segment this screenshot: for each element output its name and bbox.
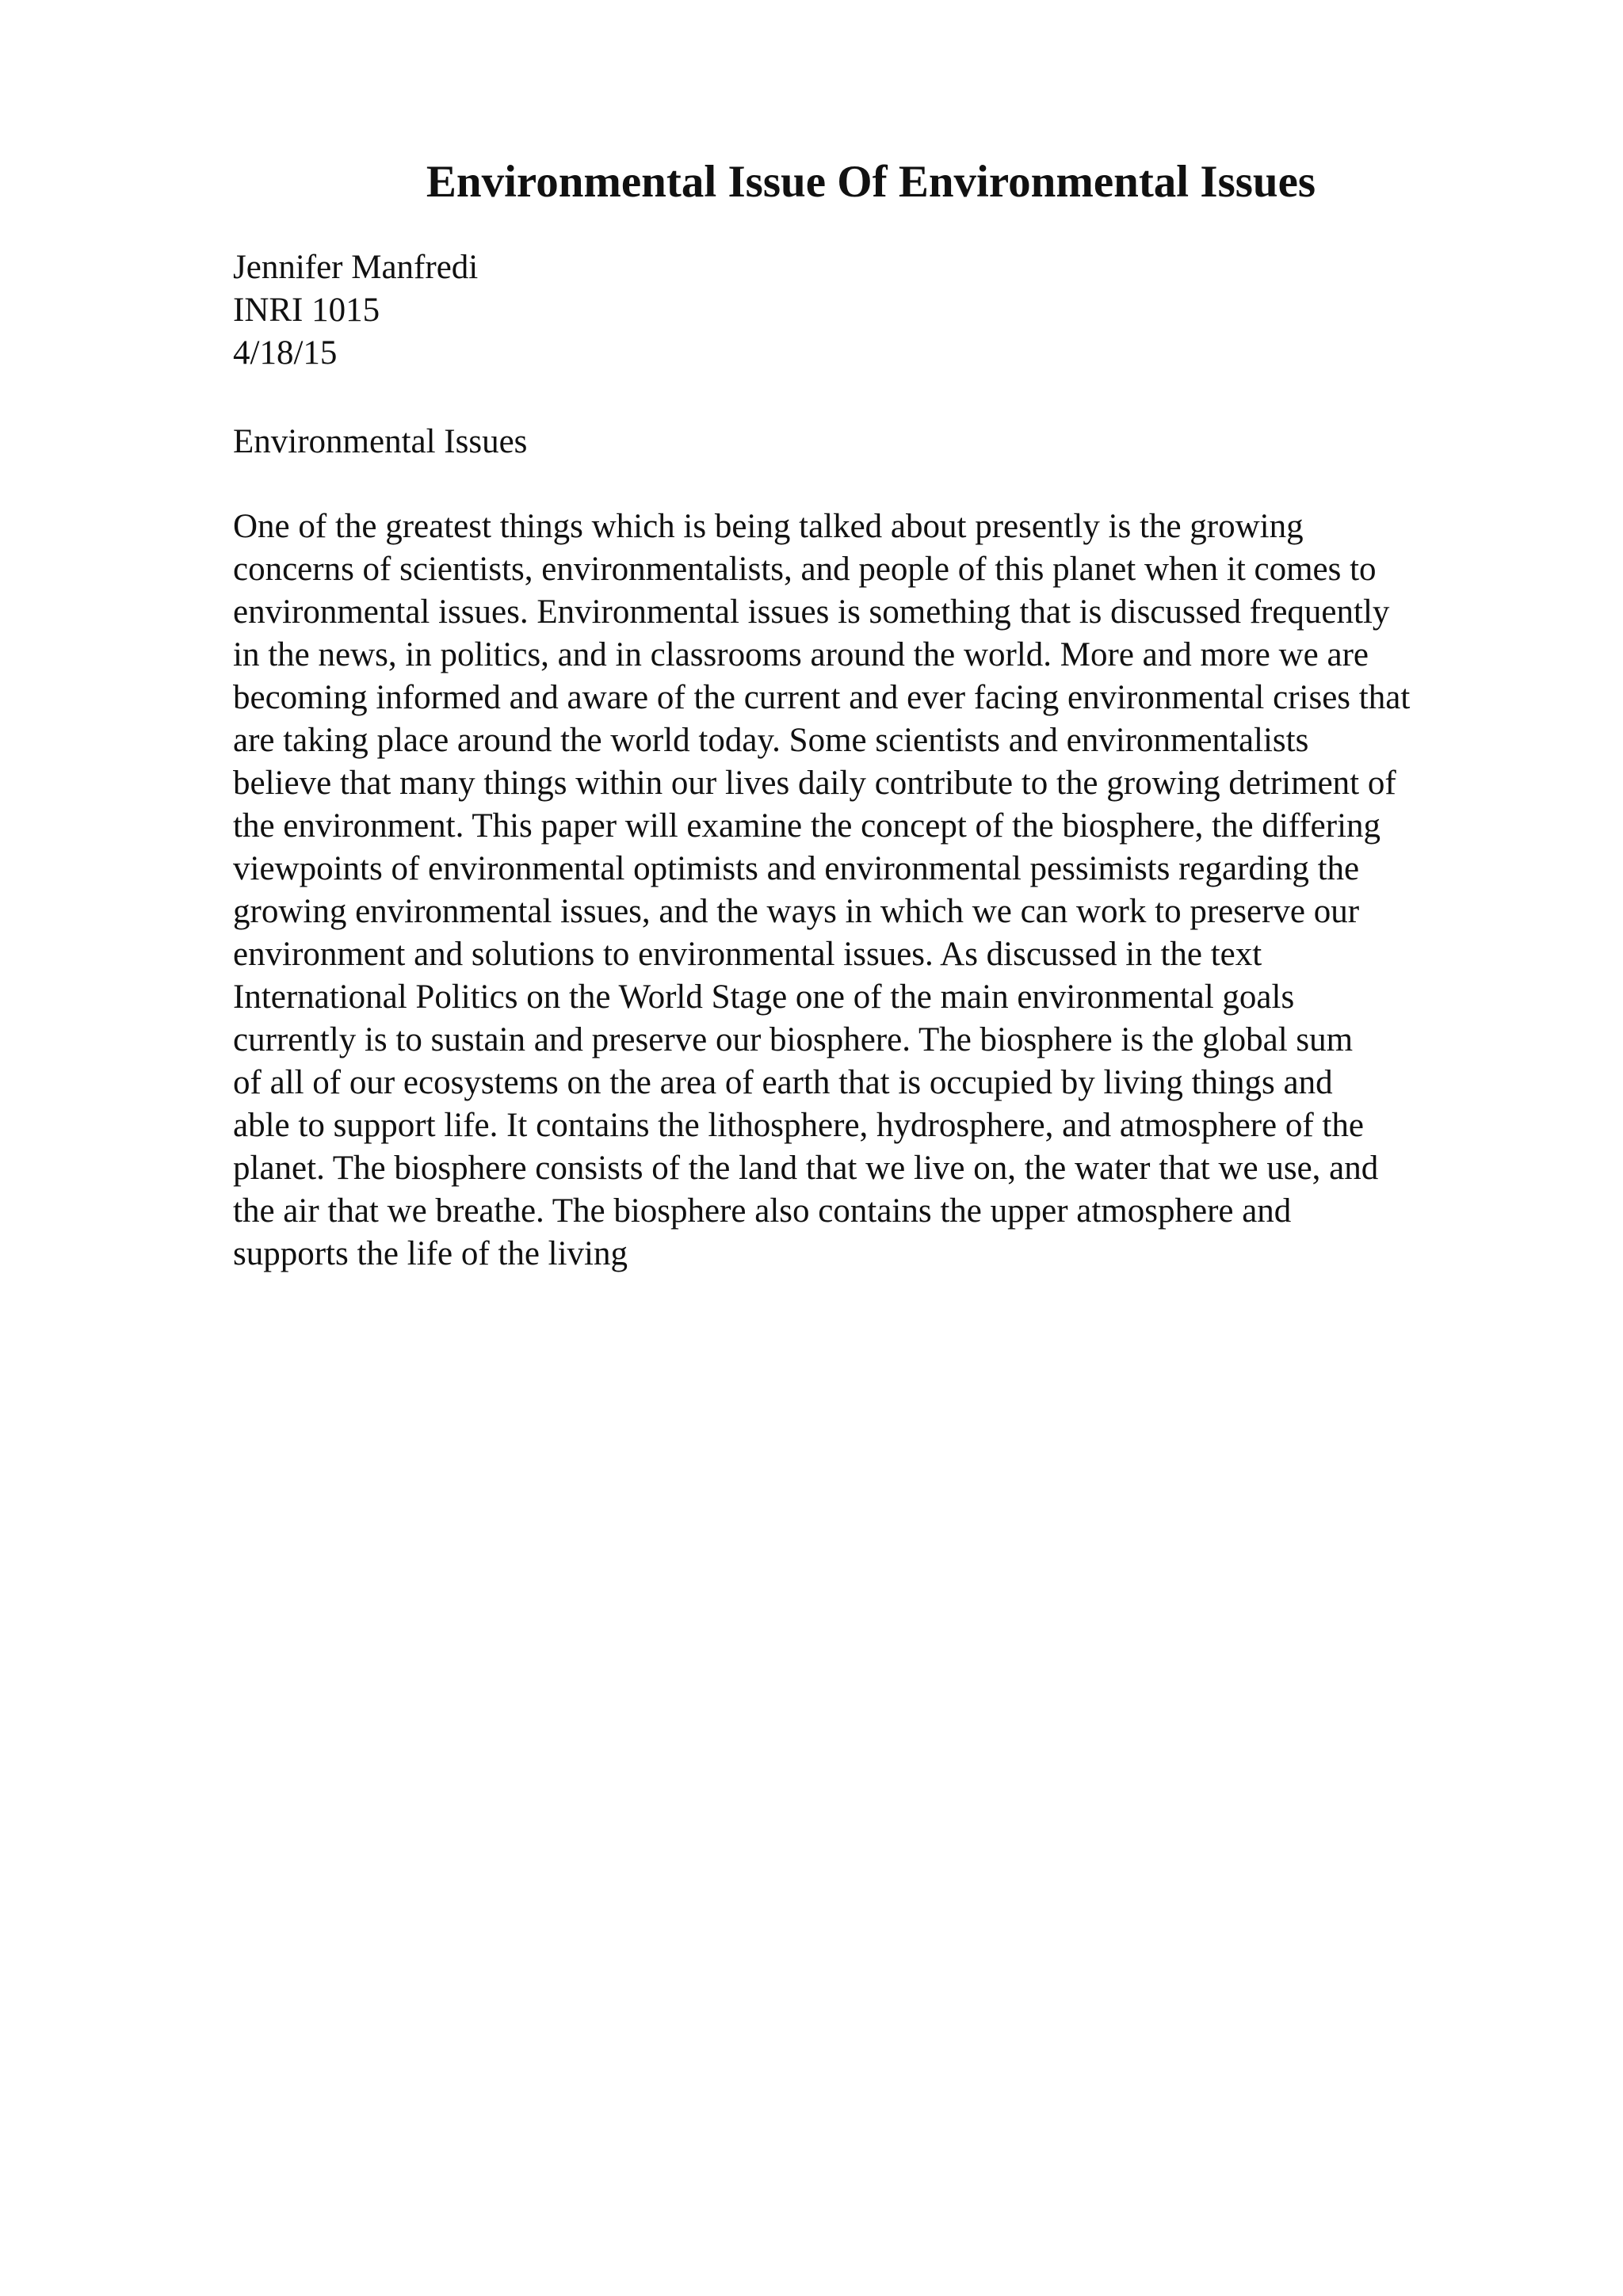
body-line: becoming informed and aware of the current and ever facing environmental crises that xyxy=(233,679,1411,716)
body-line: the air that we breathe. The biosphere also contains the upper atmosphere and xyxy=(233,1192,1292,1230)
body-line: environmental issues. Environmental issues is something that is discussed frequently xyxy=(233,593,1390,631)
body-line: of all of our ecosystems on the area of earth that is occupied by living things and xyxy=(233,1064,1333,1101)
body-line: One of the greatest things which is being talked about presently is the growing xyxy=(233,508,1304,545)
body-line: currently is to sustain and preserve our biosphere. The biosphere is the global sum xyxy=(233,1021,1354,1058)
document-title: Environmental Issue Of Environmental Issues xyxy=(426,157,1316,207)
body-line: in the news, in politics, and in classrooms around the world. More and more we are xyxy=(233,636,1369,673)
body-line: believe that many things within our lives daily contribute to the growing detriment of xyxy=(233,765,1396,802)
document-date: 4/18/15 xyxy=(233,334,338,372)
body-line: environment and solutions to environmental issues. As discussed in the text xyxy=(233,936,1262,973)
body-line: supports the life of the living xyxy=(233,1235,628,1272)
body-line: International Politics on the World Stage one of the main environmental goals xyxy=(233,978,1295,1016)
body-line: the environment. This paper will examine the concept of the biosphere, the differing xyxy=(233,807,1381,845)
author-name: Jennifer Manfredi xyxy=(233,249,479,286)
body-line: viewpoints of environmental optimists and environmental pessimists regarding the xyxy=(233,850,1360,887)
body-line: growing environmental issues, and the ways in which we can work to preserve our xyxy=(233,893,1360,930)
body-line: able to support life. It contains the lithosphere, hydrosphere, and atmosphere of the xyxy=(233,1107,1364,1144)
body-paragraph xyxy=(233,505,1410,1276)
body-line: planet. The biosphere consists of the land that we live on, the water that we use, and xyxy=(233,1150,1379,1187)
section-heading: Environmental Issues xyxy=(233,423,528,460)
body-line: concerns of scientists, environmentalists, and people of this planet when it comes to xyxy=(233,551,1377,588)
course-code: INRI 1015 xyxy=(233,292,380,329)
body-line: are taking place around the world today. Some scientists and environmentalists xyxy=(233,722,1309,759)
document-meta xyxy=(233,246,478,375)
